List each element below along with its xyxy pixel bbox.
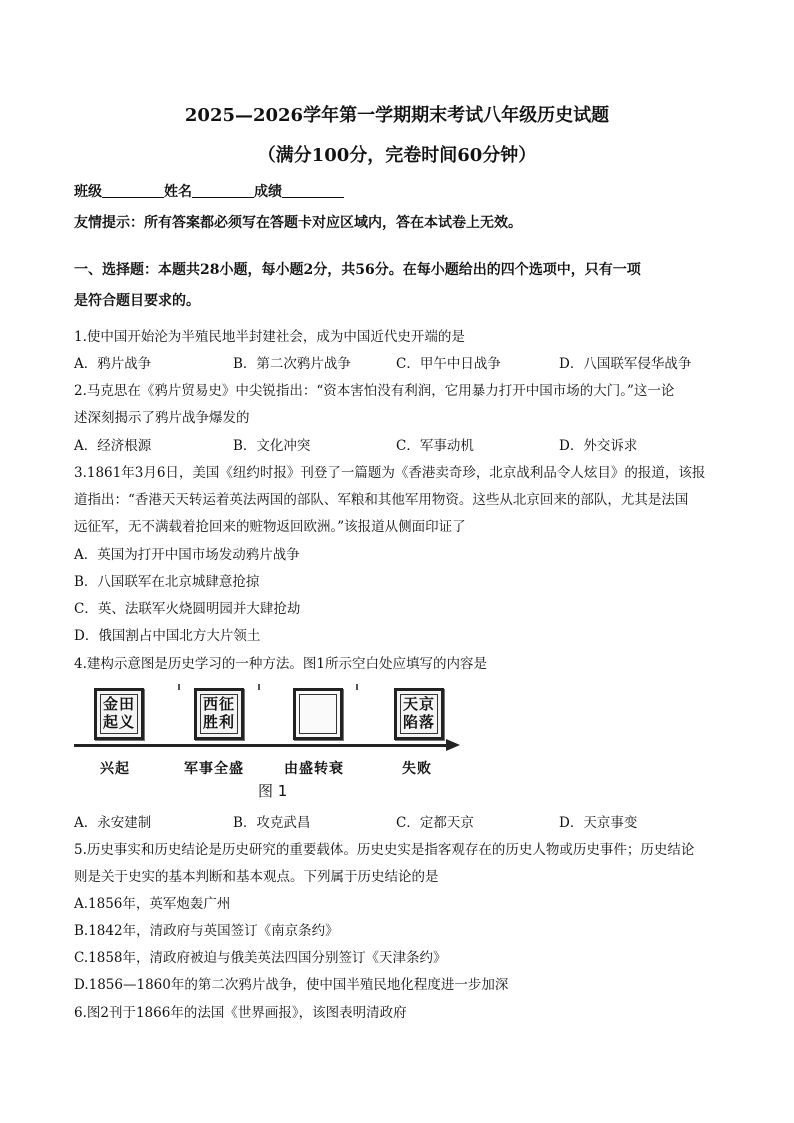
question-1-stem: 1.使中国开始沦为半殖民地半封建社会，成为中国近代史开端的是 xyxy=(74,329,465,345)
class-blank[interactable] xyxy=(102,183,164,198)
class-label: 班级 xyxy=(74,184,102,200)
section-heading: 一、选择题：本题共28小题，每小题2分，共56分。在每小题给出的四个选项中，只有一项 xyxy=(74,262,641,278)
name-label: 姓名 xyxy=(164,184,192,200)
question-2-stem-cont: 述深刻揭示了鸦片战争爆发的 xyxy=(74,410,250,426)
figure-box-2 xyxy=(194,688,244,740)
q3-option-d[interactable]: D．俄国割占中国北方大片领土 xyxy=(74,628,261,644)
q4-option-a[interactable]: A．永安建制 xyxy=(74,815,152,831)
q2-option-c[interactable]: C．军事动机 xyxy=(396,438,474,454)
question-3-stem: 3.1861年3月6日，美国《纽约时报》刊登了一篇题为《香港卖奇珍，北京战利品令人炫目》的报道，该报 xyxy=(74,465,706,481)
figure-box-1 xyxy=(94,688,144,740)
question-5-stem: 5.历史事实和历史结论是历史研究的重要载体。历史史实是指客观存在的历史人物或历史事件；历史结论 xyxy=(74,842,695,858)
figure-box-2-label: 西征 胜利 xyxy=(202,695,235,731)
q3-option-c[interactable]: C．英、法联军火烧圆明园并大肆抢劫 xyxy=(74,601,301,617)
q5-option-b[interactable]: B.1842年，清政府与英国签订《南京条约》 xyxy=(74,923,339,939)
q1-option-b[interactable]: B．第二次鸦片战争 xyxy=(233,356,351,372)
student-info-line xyxy=(74,181,344,201)
section-heading-cont: 是符合题目要求的。 xyxy=(74,293,200,309)
q5-option-a[interactable]: A.1856年，英军炮轰广州 xyxy=(74,896,231,912)
notice-text: 友情提示：所有答案都必须写在答题卡对应区域内，答在本试卷上无效。 xyxy=(74,215,522,231)
name-blank[interactable] xyxy=(192,183,254,198)
figure-tick xyxy=(178,684,180,690)
q2-option-a[interactable]: A．经济根源 xyxy=(74,438,152,454)
q5-option-c[interactable]: C.1858年，清政府被迫与俄美英法四国分别签订《天津条约》 xyxy=(74,950,447,966)
figure-stage-1: 兴起 xyxy=(100,761,130,777)
exam-subtitle: （满分100分，完卷时间60分钟） xyxy=(257,145,537,166)
figure-box-blank xyxy=(293,688,343,740)
question-2-stem: 2.马克思在《鸦片贸易史》中尖锐指出：“资本害怕没有利润，它用暴力打开中国市场的大门。”这一论 xyxy=(74,383,675,399)
figure-caption: 图 1 xyxy=(258,782,288,800)
question-5-stem-cont: 则是关于史实的基本判断和基本观点。下列属于历史结论的是 xyxy=(74,869,439,885)
question-3-stem-cont-1: 道指出：“香港天天转运着英法两国的部队、军粮和其他军用物资。这些从北京回来的部队，尤其是法国 xyxy=(74,492,689,508)
figure-box-4 xyxy=(394,688,444,740)
q2-option-d[interactable]: D．外交诉求 xyxy=(559,438,638,454)
figure-stage-4: 失败 xyxy=(402,761,432,777)
q1-option-c[interactable]: C．甲午中日战争 xyxy=(396,356,501,372)
q3-option-a[interactable]: A．英国为打开中国市场发动鸦片战争 xyxy=(74,547,300,563)
q5-option-d[interactable]: D.1856—1860年的第二次鸦片战争，使中国半殖民地化程度进一步加深 xyxy=(74,977,509,993)
figure-timeline-axis xyxy=(74,744,446,747)
figure-box-4-label: 天京 陷落 xyxy=(402,695,435,731)
q4-option-b[interactable]: B．攻克武昌 xyxy=(233,815,311,831)
figure-tick xyxy=(258,684,260,690)
figure-stage-3: 由盛转衰 xyxy=(284,761,344,777)
question-4-stem: 4.建构示意图是历史学习的一种方法。图1所示空白处应填写的内容是 xyxy=(74,656,487,672)
figure-tick xyxy=(356,684,358,690)
q1-option-d[interactable]: D．八国联军侵华战争 xyxy=(559,356,692,372)
figure-arrow-head xyxy=(446,739,460,751)
question-6-stem: 6.图2刊于1866年的法国《世界画报》，该图表明清政府 xyxy=(74,1005,407,1021)
score-label: 成绩 xyxy=(254,184,282,200)
question-3-stem-cont-2: 远征军，无不满载着抢回来的赃物返回欧洲。”该报道从侧面印证了 xyxy=(74,519,466,535)
score-blank[interactable] xyxy=(282,183,344,198)
q3-option-b[interactable]: B．八国联军在北京城肆意抢掠 xyxy=(74,574,260,590)
exam-title: 2025—2026学年第一学期期末考试八年级历史试题 xyxy=(184,105,610,126)
q2-option-b[interactable]: B．文化冲突 xyxy=(233,438,311,454)
figure-stage-2: 军事全盛 xyxy=(184,761,244,777)
figure-1-diagram xyxy=(74,680,474,800)
q1-option-a[interactable]: A．鸦片战争 xyxy=(74,356,152,372)
q4-option-c[interactable]: C．定都天京 xyxy=(396,815,474,831)
q4-option-d[interactable]: D．天京事变 xyxy=(559,815,638,831)
figure-box-1-label: 金田 起义 xyxy=(102,695,135,731)
